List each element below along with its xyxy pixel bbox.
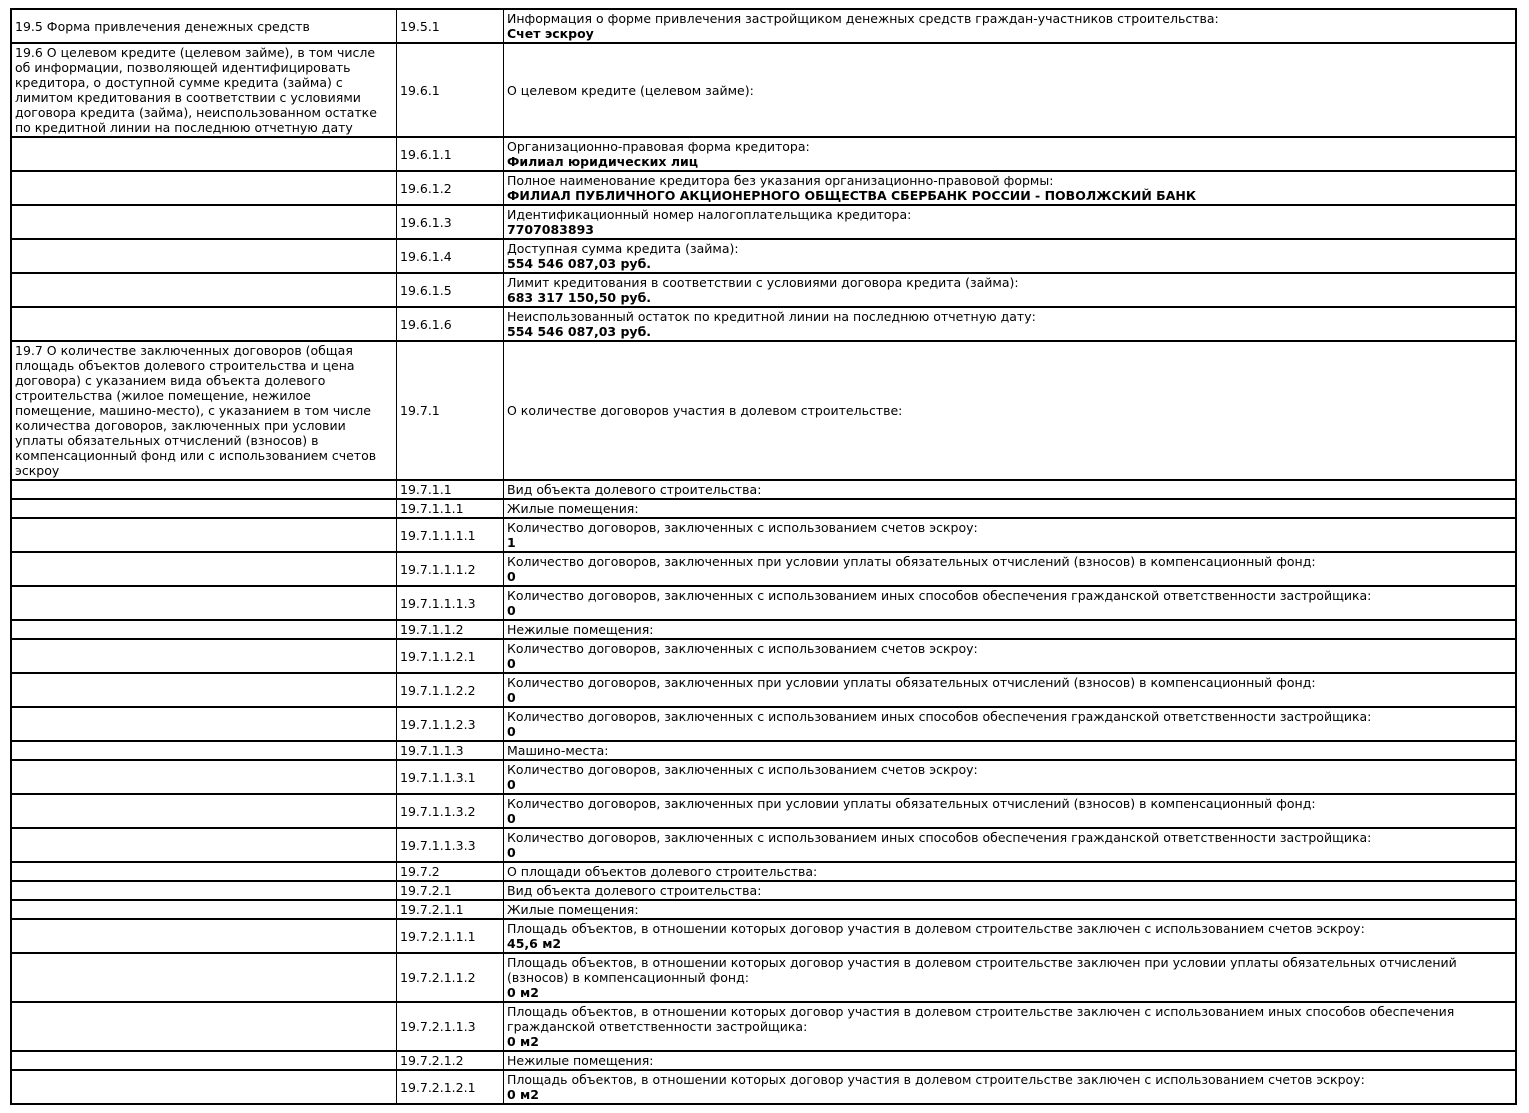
row-section-code: 19.6.1.4: [397, 239, 504, 273]
row-content-cell: [504, 828, 1517, 862]
row-content-value: 7707083893: [507, 222, 594, 237]
row-content-label: Количество договоров, заключенных с использованием счетов эскроу:: [507, 762, 978, 777]
row-content-label: О количестве договоров участия в долевом строительстве:: [507, 403, 903, 418]
row-description-cell: [11, 239, 397, 273]
row-content-label: Количество договоров, заключенных с использованием счетов эскроу:: [507, 641, 978, 656]
row-section-code: 19.5.1: [397, 9, 504, 43]
row-content-label: Организационно-правовая форма кредитора:: [507, 139, 810, 154]
row-description-cell: [11, 760, 397, 794]
row-content-label: Нежилые помещения:: [507, 622, 654, 637]
row-content-value: 554 546 087,03 руб.: [507, 256, 652, 271]
row-section-code: 19.7.1.1.1.2: [397, 552, 504, 586]
table-row: [11, 205, 1516, 239]
row-description-cell: 19.7 О количестве заключенных договоров (общая площадь объектов долевого строительства и цена договора) с указанием вида объекта долевого строительства (жилое помещение, нежилое помещение, машино-место), с указанием в том числе количества договоров, заключенных при условии уплаты обязательных отчислений (взносов) в компенсационный фонд или с использованием счетов эскроу: [11, 341, 397, 480]
row-content-cell: [504, 620, 1517, 639]
row-description-cell: [11, 741, 397, 760]
table-row: [11, 953, 1516, 1002]
row-description-cell: [11, 862, 397, 881]
table-row: [11, 900, 1516, 919]
row-description-cell: [11, 673, 397, 707]
row-content-cell: [504, 307, 1517, 341]
row-section-code: 19.7.2.1.2: [397, 1051, 504, 1070]
row-content-cell: [504, 480, 1517, 499]
row-description-cell: [11, 881, 397, 900]
table-row: [11, 919, 1516, 953]
row-content-label: Нежилые помещения:: [507, 1053, 654, 1068]
row-content-value: 0: [507, 845, 516, 860]
row-section-code: 19.7.2.1.1: [397, 900, 504, 919]
row-content-cell: [504, 43, 1517, 137]
row-content-label: Количество договоров, заключенных с использованием иных способов обеспечения гражданской ответственности застройщика:: [507, 588, 1372, 603]
row-content-value: 554 546 087,03 руб.: [507, 324, 652, 339]
row-content-label: Доступная сумма кредита (займа):: [507, 241, 739, 256]
row-content-cell: [504, 919, 1517, 953]
row-description-cell: [11, 794, 397, 828]
row-section-code: 19.6.1.3: [397, 205, 504, 239]
row-content-label: Вид объекта долевого строительства:: [507, 883, 762, 898]
row-section-code: 19.7.2.1.2.1: [397, 1070, 504, 1104]
table-row: [11, 480, 1516, 499]
table-row: [11, 1002, 1516, 1051]
row-content-cell: [504, 953, 1517, 1002]
row-description-cell: [11, 137, 397, 171]
row-content-cell: [504, 273, 1517, 307]
table-row: [11, 741, 1516, 760]
table-row: [11, 673, 1516, 707]
row-content-value: 0 м2: [507, 1034, 539, 1049]
project-declaration-table: [10, 8, 1517, 1105]
row-content-label: Количество договоров, заключенных при условии уплаты обязательных отчислений (взносов) в компенсационный фонд:: [507, 554, 1316, 569]
row-section-code: 19.6.1.5: [397, 273, 504, 307]
row-description-cell: [11, 707, 397, 741]
row-content-label: Жилые помещения:: [507, 501, 639, 516]
row-content-label: О площади объектов долевого строительства:: [507, 864, 818, 879]
row-content-cell: [504, 171, 1517, 205]
row-description-cell: [11, 953, 397, 1002]
row-content-label: Количество договоров, заключенных при условии уплаты обязательных отчислений (взносов) в компенсационный фонд:: [507, 675, 1316, 690]
row-content-cell: [504, 586, 1517, 620]
row-content-cell: [504, 639, 1517, 673]
row-section-code: 19.7.1.1.1: [397, 499, 504, 518]
row-content-cell: [504, 1070, 1517, 1104]
row-content-cell: [504, 900, 1517, 919]
row-description-cell: [11, 639, 397, 673]
row-section-code: 19.7.2.1.1.2: [397, 953, 504, 1002]
row-content-cell: [504, 760, 1517, 794]
row-description-cell: [11, 586, 397, 620]
row-section-code: 19.7.1: [397, 341, 504, 480]
row-content-cell: [504, 741, 1517, 760]
row-content-cell: [504, 673, 1517, 707]
row-section-code: 19.6.1.2: [397, 171, 504, 205]
table-row: [11, 862, 1516, 881]
row-section-code: 19.7.1.1.3.3: [397, 828, 504, 862]
table-row: [11, 307, 1516, 341]
row-content-value: 0: [507, 569, 516, 584]
table-row: [11, 1070, 1516, 1104]
row-content-value: 0: [507, 603, 516, 618]
row-content-cell: [504, 707, 1517, 741]
table-row: [11, 239, 1516, 273]
table-row: [11, 760, 1516, 794]
row-content-cell: [504, 1051, 1517, 1070]
row-description-cell: [11, 620, 397, 639]
row-content-value: 0: [507, 690, 516, 705]
table-row: [11, 499, 1516, 518]
row-section-code: 19.7.1.1: [397, 480, 504, 499]
row-description-cell: [11, 273, 397, 307]
row-content-cell: [504, 862, 1517, 881]
row-content-label: Жилые помещения:: [507, 902, 639, 917]
row-description-cell: 19.6 О целевом кредите (целевом займе), в том числе об информации, позволяющей идентифицировать кредитора, о доступной сумме кредита (займа) с лимитом кредитования в соответствии с условиями договора кредита (займа), неиспользованном остатке по кредитной линии на последнюю отчетную дату: [11, 43, 397, 137]
row-content-label: Неиспользованный остаток по кредитной линии на последнюю отчетную дату:: [507, 309, 1036, 324]
row-content-value: 0 м2: [507, 1087, 539, 1102]
row-content-cell: [504, 552, 1517, 586]
table-row: [11, 518, 1516, 552]
row-content-value: 0: [507, 656, 516, 671]
row-content-value: 0: [507, 777, 516, 792]
row-description-cell: [11, 900, 397, 919]
row-content-label: О целевом кредите (целевом займе):: [507, 82, 754, 98]
row-content-value: 0: [507, 811, 516, 826]
row-content-label: Информация о форме привлечения застройщиком денежных средств граждан-участников строительства:: [507, 11, 1219, 26]
row-description-cell: [11, 518, 397, 552]
declaration-table-body: [11, 9, 1516, 1104]
row-section-code: 19.6.1.1: [397, 137, 504, 171]
row-content-label: Полное наименование кредитора без указания организационно-правовой формы:: [507, 173, 1054, 188]
row-content-label: Машино-места:: [507, 743, 609, 758]
row-section-code: 19.7.1.1.1.3: [397, 586, 504, 620]
row-description-cell: [11, 1051, 397, 1070]
row-section-code: 19.7.2.1: [397, 881, 504, 900]
row-content-value: 0: [507, 724, 516, 739]
row-description-cell: [11, 919, 397, 953]
row-content-label: Количество договоров, заключенных с использованием счетов эскроу:: [507, 520, 978, 535]
row-section-code: 19.7.1.1.1.1: [397, 518, 504, 552]
row-content-value: 45,6 м2: [507, 936, 562, 951]
row-section-code: 19.7.2.1.1.1: [397, 919, 504, 953]
table-row: [11, 794, 1516, 828]
row-description-cell: 19.5 Форма привлечения денежных средств: [11, 9, 397, 43]
row-content-value: Филиал юридических лиц: [507, 154, 699, 169]
table-row: [11, 171, 1516, 205]
row-content-value: 0 м2: [507, 985, 539, 1000]
row-description-cell: [11, 552, 397, 586]
table-row: [11, 43, 1516, 137]
row-content-label: Площадь объектов, в отношении которых договор участия в долевом строительстве заключен с использованием счетов эскроу:: [507, 921, 1365, 936]
row-section-code: 19.7.1.1.3: [397, 741, 504, 760]
row-content-value: ФИЛИАЛ ПУБЛИЧНОГО АКЦИОНЕРНОГО ОБЩЕСТВА СБЕРБАНК РОССИИ - ПОВОЛЖСКИЙ БАНК: [507, 188, 1197, 203]
row-description-cell: [11, 171, 397, 205]
table-row: [11, 552, 1516, 586]
row-content-cell: [504, 9, 1517, 43]
table-row: [11, 639, 1516, 673]
row-content-cell: [504, 518, 1517, 552]
row-content-cell: [504, 205, 1517, 239]
row-content-label: Лимит кредитования в соответствии с условиями договора кредита (займа):: [507, 275, 1019, 290]
row-section-code: 19.6.1.6: [397, 307, 504, 341]
row-content-cell: [504, 137, 1517, 171]
row-content-value: 683 317 150,50 руб.: [507, 290, 652, 305]
row-content-cell: [504, 881, 1517, 900]
row-description-cell: [11, 1002, 397, 1051]
row-section-code: 19.7.2.1.1.3: [397, 1002, 504, 1051]
row-content-label: Площадь объектов, в отношении которых договор участия в долевом строительстве заключен при условии уплаты обязательных отчислений (взносов) в компенсационный фонд:: [507, 955, 1457, 985]
row-description-cell: [11, 499, 397, 518]
row-section-code: 19.7.1.1.2.1: [397, 639, 504, 673]
row-content-value: Счет эскроу: [507, 26, 594, 41]
row-section-code: 19.7.1.1.2.3: [397, 707, 504, 741]
row-content-cell: [504, 794, 1517, 828]
row-content-cell: [504, 1002, 1517, 1051]
table-row: [11, 9, 1516, 43]
row-description-cell: [11, 828, 397, 862]
row-content-value: 1: [507, 535, 516, 550]
row-content-cell: [504, 239, 1517, 273]
table-row: [11, 273, 1516, 307]
row-section-code: 19.7.2: [397, 862, 504, 881]
row-section-code: 19.7.1.1.2: [397, 620, 504, 639]
row-section-code: 19.7.1.1.2.2: [397, 673, 504, 707]
row-section-code: 19.6.1: [397, 43, 504, 137]
row-content-label: Количество договоров, заключенных с использованием иных способов обеспечения гражданской ответственности застройщика:: [507, 709, 1372, 724]
row-content-label: Количество договоров, заключенных с использованием иных способов обеспечения гражданской ответственности застройщика:: [507, 830, 1372, 845]
table-row: [11, 341, 1516, 480]
table-row: [11, 586, 1516, 620]
row-description-cell: [11, 307, 397, 341]
row-content-label: Количество договоров, заключенных при условии уплаты обязательных отчислений (взносов) в компенсационный фонд:: [507, 796, 1316, 811]
table-row: [11, 881, 1516, 900]
row-content-label: Площадь объектов, в отношении которых договор участия в долевом строительстве заключен с использованием иных способов обеспечения гражданской ответственности застройщика:: [507, 1004, 1455, 1034]
table-row: [11, 137, 1516, 171]
row-content-cell: [504, 341, 1517, 480]
row-content-label: Вид объекта долевого строительства:: [507, 482, 762, 497]
table-row: [11, 828, 1516, 862]
row-content-label: Идентификационный номер налогоплательщика кредитора:: [507, 207, 912, 222]
row-description-cell: [11, 205, 397, 239]
row-description-cell: [11, 1070, 397, 1104]
table-row: [11, 620, 1516, 639]
row-content-cell: [504, 499, 1517, 518]
row-section-code: 19.7.1.1.3.1: [397, 760, 504, 794]
row-content-label: Площадь объектов, в отношении которых договор участия в долевом строительстве заключен с использованием счетов эскроу:: [507, 1072, 1365, 1087]
row-description-cell: [11, 480, 397, 499]
table-row: [11, 707, 1516, 741]
table-row: [11, 1051, 1516, 1070]
row-section-code: 19.7.1.1.3.2: [397, 794, 504, 828]
